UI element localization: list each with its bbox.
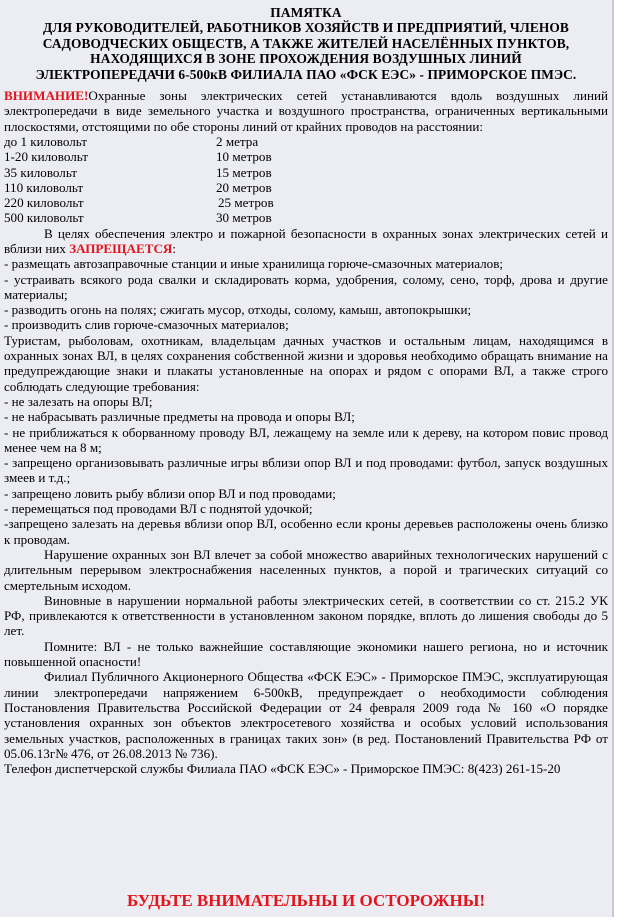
prohibited-paragraph: [4, 226, 608, 257]
distance-row: [4, 210, 608, 225]
list-item: - не приближаться к оборванному проводу ВЛ, лежащему на земле или к дереву, на котором повис провод менее чем на 8 м;: [4, 424, 608, 455]
distance-cell: 2 метра: [216, 133, 259, 149]
list-item: - запрещено организовывать различные игры вблизи опор ВЛ и под проводами: футбол, запуск воздушных змеев и т.д.;: [4, 455, 608, 486]
distance-row: [4, 195, 608, 210]
title-line: ЭЛЕКТРОПЕРЕДАЧИ 6-500кВ ФИЛИАЛА ПАО «ФСК ЕЭС» - ПРИМОРСКОЕ ПМЭС.: [35, 66, 577, 82]
distance-cell: 30 метров: [216, 210, 272, 226]
list-item: - перемещаться под проводами ВЛ с поднятой удочкой;: [4, 501, 313, 517]
list-item: - устраивать всякого рода свалки и складировать корма, удобрения, солому, сено, торф, дрова и другие материалы;: [4, 271, 608, 302]
title-line: ПАМЯТКА: [270, 5, 342, 20]
body-paragraph: Помните: ВЛ - не только важнейшие составляющие экономики нашего региона, но и источник повышенной опасности!: [4, 638, 608, 670]
distance-cell: 20 метров: [216, 179, 272, 195]
list-item: - размещать автозаправочные станции и иные хранилища горюче-смазочных материалов;: [4, 256, 504, 272]
voltage-cell: 35 киловольт: [4, 164, 78, 180]
prohibited-lead: В целях обеспечения электро и пожарной безопасности в охранных зонах электрических сетей и вблизи них: [4, 225, 608, 256]
distance-row: [4, 134, 608, 149]
voltage-cell: 500 киловольт: [4, 210, 84, 226]
prohibited-colon: :: [172, 241, 176, 256]
title-line: НАХОДЯЩИХСЯ В ЗОНЕ ПРОХОЖДЕНИЯ ВОЗДУШНЫХ ЛИНИЙ: [90, 51, 522, 67]
warning-label: ВНИМАНИЕ!: [4, 88, 89, 104]
body-paragraph: Виновные в нарушении нормальной работы электрических сетей, в соответствии со ст. 215.2 УК РФ, привлекаются к ответственности в установленном законом порядке, вплоть до лишения свободы до 5 лет.: [4, 592, 608, 639]
footer-warning: БУДЬТЕ ВНИМАТЕЛЬНЫ И ОСТОРОЖНЫ!: [126, 891, 486, 910]
distance-cell: 10 метров: [216, 149, 272, 165]
list-item: - не набрасывать различные предметы на провода и опоры ВЛ;: [4, 409, 355, 425]
intro-text: Охранные зоны электрических сетей устанавливаются вдоль воздушных линий электропередачи в виде земельного участка и воздушного пространства, ограниченных вертикальными плоскостями, отстоящими по обе стороны линий от крайних проводов на расстоянии:: [4, 88, 608, 134]
prohibited-word: ЗАПРЕЩАЕТСЯ: [69, 241, 173, 256]
intro-paragraph: [4, 88, 608, 134]
title-line: ДЛЯ РУКОВОДИТЕЛЕЙ, РАБОТНИКОВ ХОЗЯЙСТВ И ПРЕДПРИЯТИЙ, ЧЛЕНОВ: [43, 20, 569, 36]
distance-row: [4, 149, 608, 164]
distance-table: [4, 134, 608, 226]
memo-title: [4, 5, 608, 82]
voltage-cell: до 1 киловольт: [4, 133, 87, 149]
title-line: САДОВОДЧЕСКИХ ОБЩЕСТВ, А ТАКЖЕ ЖИТЕЛЕЙ НАСЕЛЁННЫХ ПУНКТОВ,: [42, 35, 570, 51]
body-paragraph: Нарушение охранных зон ВЛ влечет за собой множество аварийных технологических нарушений с длительным перерывом электроснабжения населенных пунктов, а порой и трагических ситуаций со смертельным исходом.: [4, 546, 608, 593]
dispatch-phone: Телефон диспетчерской службы Филиала ПАО «ФСК ЕЭС» - Приморское ПМЭС: 8(423) 261-15-20: [4, 761, 561, 777]
distance-row: [4, 165, 608, 180]
list-item: - запрещено ловить рыбу вблизи опор ВЛ и под проводами;: [4, 485, 336, 501]
voltage-cell: 110 киловольт: [4, 179, 84, 195]
body-paragraph: Филиал Публичного Акционерного Общества «ФСК ЕЭС» - Приморское ПМЭС, эксплуатирующая линии электропередачи напряжением 6-500кВ, предупреждает о необходимости соблюдения Постановления Правительства Российской Федерации от 24 февраля 2009 года № 160 «О порядке установления охранных зон объектов электросетевого хозяйства и особых условий использования земельных участков, расположенных в границах таких зон» (в ред. Постановлений Правительства РФ от 05.06.13г№ 476, от 26.08.2013 № 736).: [4, 669, 608, 761]
list-item: - разводить огонь на полях; сжигать мусор, отходы, солому, камыш, автопокрышки;: [4, 302, 472, 318]
voltage-cell: 1-20 киловольт: [4, 149, 88, 165]
distance-cell: 15 метров: [216, 164, 272, 180]
tourists-paragraph: Туристам, рыболовам, охотникам, владельцам дачных участков и остальным лицам, находящимся в охранных зонах ВЛ, в целях сохранения собственной жизни и здоровья необходимо обращать внимание на предупреждающие знаки и плакаты установленные на опорах и рядом с опорами ВЛ, а также строго соблюдать следующие требования:: [4, 332, 608, 394]
list-item: - производить слив горюче-смазочных материалов;: [4, 317, 289, 333]
list-item: -запрещено залезать на деревья вблизи опор ВЛ, особенно если кроны деревьев расположены очень близко к проводам.: [4, 516, 608, 547]
distance-cell: 25 метров: [218, 195, 274, 211]
list-item: - не залезать на опоры ВЛ;: [4, 393, 153, 409]
voltage-cell: 220 киловольт: [4, 195, 84, 211]
distance-row: [4, 180, 608, 195]
